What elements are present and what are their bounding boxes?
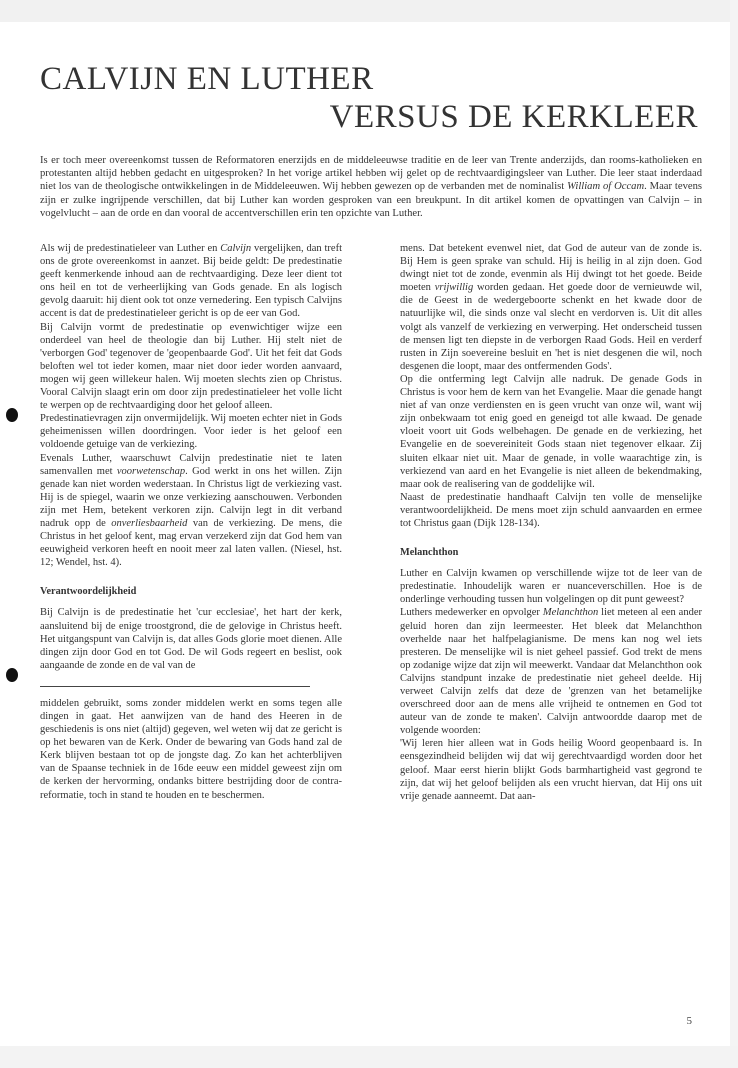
- title-line-1: CALVIJN EN LUTHER: [40, 61, 374, 97]
- right-paragraph-5: [400, 606, 702, 737]
- section-divider: [40, 686, 310, 687]
- right-paragraph-6: 'Wij leren hier alleen wat in Gods heilig Woord geopenbaard is. In eensgezindheid belijden wij dat wij gerechtvaardigd worden door het geloof. Maar eerst hierin blijkt Gods barmhartigheid vast gegrond te zijn, dat wij het geloof belijden als een vrucht hiervan, dat Hij ons uit vrije genade aanneemt. Dat aan-: [400, 738, 702, 802]
- heading-melanchthon: Melanchthon: [400, 547, 459, 559]
- intro-text-2: . Maar tevens zijn er zulke ingrijpende verschillen, dat bij Luther kan worden gesproken van een breukpunt. In dit artikel komen de opvattingen van Calvijn – in vogelvlucht – aan de orde en dan vooral de accentverschillen erin ten opzichte van Luther.: [40, 181, 702, 219]
- left-paragraph-1: [40, 242, 342, 321]
- left-p1-text-b: vergelijken, dan treft ons de grote overeenkomst in aanzet. Bij beide geldt: De predestinatie geeft kenmerkende inhoud aan de rechtvaardiging. Deze leer dient tot ons heil en tot de verheerlijking van Gods genade. En als logisch gevolg daaruit: hij dient ook tot onze vernedering. Een typisch Calvijns accent is dat de predestinatieleer gericht is op de eer van God.: [40, 243, 342, 320]
- left-p4-emphasis-2: onverliesbaarheid: [111, 517, 188, 529]
- right-paragraph-4: Luther en Calvijn kwamen op verschillende wijze tot de leer van de predestinatie. Inhoudelijk waren er nuanceverschillen. Hoe is de onderlinge verhouding tussen hun volgelingen op dit punt geweest?: [400, 568, 702, 606]
- intro-text-1: Is er toch meer overeenkomst tussen de Reformatoren enerzijds en de middeleeuwse traditie en de leer van Trente anderzijds, dan rooms-katholieken en protestanten altijd hebben gedacht en uitgesproken? In het vorige artikel hebben wij gelet op de rechtvaardigingsleer van Luther. Die leer staat inderdaad niet los van de theologische ontwikkelingen in de Middeleeuwen. Wij hebben gewezen op de verbanden met de nominalist: [40, 155, 702, 193]
- right-p5-text-b: liet meteen al een ander geluid horen dan zijn leermeester. Het bleek dat Melanchthon overhelde naar het halfpelagianisme. De mens kan nog wel iets presteren. De menselijke wil is niet geheel passief. God trekt de mens op zodanige wijze dat zijn wil meewerkt. Vandaar dat Melanchthon ook Calvijns standpunt inzake de predestinatie niet geheel deelde. Hij verweet Calvijn zelfs dat deze de 'grenzen van het betamelijke overschreed door aan de mens alle vrijheid te ontnemen en God tot auteur van de zonde te maken'. Calvijn antwoordde daarop met de volgende woorden:: [400, 607, 702, 737]
- left-p1-emphasis: Calvijn: [220, 243, 252, 255]
- heading-verantwoordelijkheid: Verantwoordelijkheid: [40, 586, 137, 598]
- left-column: [40, 242, 342, 803]
- article-columns: [40, 242, 702, 803]
- left-p4-text-a: Evenals Luther, waarschuwt Calvijn predestinatie niet te laten samenvallen met: [40, 452, 342, 477]
- page-number: 5: [686, 1015, 692, 1027]
- left-paragraph-2: Bij Calvijn vormt de predestinatie op evenwichtiger wijze een onderdeel van heel de theologie dan bij Luther. Hij stelt niet de 'verborgen God' tegenover de 'geopenbaarde God'. Uit het feit dat Gods beloften wel tot ieder komen, maar niet door ieder worden aanvaard, mogen wij geen willekeur halen. Wij moeten slechts zien op Christus. Vooral Calvijn slaagt erin om door zijn predestinatieleer het volle licht te werpen op de rechtvaardiging door het geloof alleen.: [40, 321, 342, 412]
- punch-hole-lower: [6, 668, 18, 682]
- right-p1-emphasis: vrijwillig: [434, 282, 474, 294]
- punch-hole-upper: [6, 408, 18, 422]
- title-line-2: VERSUS DE KERKLEER: [329, 99, 698, 135]
- intro-paragraph: [40, 154, 702, 220]
- left-paragraph-5: Bij Calvijn is de predestinatie het 'cur ecclesiae', het hart der kerk, aansluitend bij de enige troostgrond, die de gelovige in Christus heeft. Het uitgangspunt van Calvijn is, dat alles Gods glorie moet dienen. Alle dingen zijn door God en tot God. De wil Gods regeert en beslist, ook aangaande de zonde en de val van de: [40, 607, 342, 671]
- scan-border-top: [0, 0, 738, 22]
- left-p4-text-b: . God werkt in ons het willen. Zijn genade kan niet worden wederstaan. In Christus ligt de verkiezing vast. Hij is de spiegel, waarin we onze verkiezing aanschouwen. Verbonden zijn met Hem, betekent verkoren zijn. Calvijn legt in dit verband nadruk opp de: [40, 465, 342, 529]
- right-paragraph-3: Naast de predestinatie handhaaft Calvijn ten volle de menselijke verantwoordelijkheid. De mens moet zijn schuld aanvaarden en ermee tot Christus gaan (Dijk 128-134).: [400, 491, 702, 529]
- right-p1-text-a: mens. Dat betekent evenwel niet, dat God de auteur van de zonde is. Bij Hem is geen sprake van schuld. Hij is heilig in al zijn doen. God dwingt niet tot de zonde, evenmin als Hij dwingt tot het goede. Beide moeten: [400, 243, 702, 294]
- left-paragraph-3: Predestinatievragen zijn onvermijdelijk. Wij moeten echter niet in Gods geheimenissen willen doordringen. Voor ieder is het geloof een voldoende getuige van de verkiezing.: [40, 413, 342, 451]
- right-p5-emphasis: Melanchthon: [542, 607, 599, 619]
- left-paragraph-6: middelen gebruikt, soms zonder middelen werkt en soms tegen alle dingen in gaat. Het aanwijzen van de hand des Heeren in de geschiedenis is ons niet (altijd) gegeven, wel weten wij dat ze gericht is op het bewaren van de Kerk. Onder de bewaring van Gods hand zal de Kerk blijven bestaan tot op de jongste dag. Zo kan het achterblijven van de Spaanse techniek in de 16de eeuw een middel geweest zijn om de kerken der hervorming, ondanks bittere bestrijding door de contra-reformatie, toch in stand te houden en te beschermen.: [40, 697, 342, 801]
- intro-emphasis: William of Occam: [567, 181, 645, 193]
- left-p1-text-a: Als wij de predestinatieleer van Luther en: [40, 243, 221, 255]
- right-paragraph-2: Op die ontferming legt Calvijn alle nadruk. De genade Gods in Christus is voor hem de kern van het Evangelie. Maar die genade hangt niet af van onze verdiensten en is geen vrucht van onze wil, want wij zijn onbekwaam tot enig goed en geneigd tot alle kwaad. De genade vloeit voort uit Gods welbehagen. De genade en de verkiezing, het Evangelie en de soevereiniteit Gods staan niet tegenover elkaar. Zij sluiten elkaar niet uit. Maar de genade, in volle waarachtige zin, is verkiezend van aard en het Evangelie is niet alleen de bekendmaking, maar ook de realisering van de goddelijke wil.: [400, 373, 702, 490]
- article-title: [40, 60, 702, 136]
- right-p1-text-b: worden gedaan. Het goede door de vernieuwde wil, die de Geest in de wedergeboorte schenkt en het kwade door de natuurlijke wil, die sinds onze val slecht en verdorven is. Uit dit alles volgt als vanzelf de verkiezing en verwerping. Het onderscheid tussen de mensen ligt ten diepste in de verborgen Raad Gods. Heil en verderf rusten in Zijn soevereine besluit en 'het is niet desgenen die wil, noch desgenen die loopt, maar des ontfermenden Gods'.: [400, 282, 702, 372]
- left-paragraph-4: [40, 452, 342, 570]
- left-p4-emphasis-1: voorwetenschap: [116, 465, 186, 477]
- right-paragraph-1: [400, 242, 702, 373]
- left-p4-text-c: van de verkiezing. De mens, die Christus in het geloof kent, mag ervan verzekerd zijn dat God hem van eeuwigheid verkoren heeft en nooit meer zal laten vallen. (Niesel, hst. 12; Wendel, hst. 4).: [40, 517, 342, 569]
- scan-border-right: [730, 0, 738, 1068]
- right-p5-text-a: Luthers medewerker en opvolger: [400, 607, 543, 619]
- right-column: [400, 242, 702, 803]
- article-page: [40, 60, 702, 1050]
